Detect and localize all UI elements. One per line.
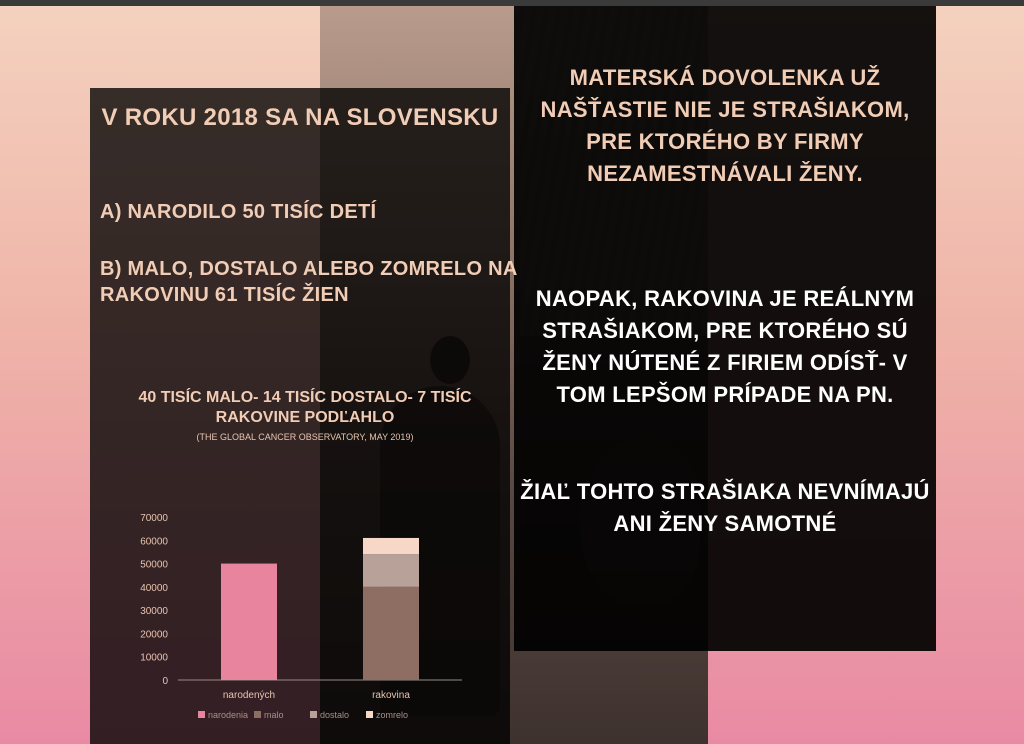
- x-tick-label: narodených: [222, 690, 276, 701]
- y-tick-label: 70000: [140, 513, 168, 524]
- legend-swatch-narodenia: [198, 711, 205, 718]
- legend-swatch-dostalo: [310, 711, 317, 718]
- y-tick-label: 30000: [140, 606, 168, 618]
- chart-title: 40 TISÍC MALO- 14 TISÍC DOSTALO- 7 TISÍC RAKOVINE PODĽAHLO: [138, 389, 472, 426]
- right-text-maternity: MATERSKÁ DOVOLENKA UŽ NAŠŤASTIE NIE JE STRAŠIAKOM, PRE KTORÉHO BY FIRMY NEZAMESTNÁVALI ŽENY.: [540, 65, 910, 186]
- x-tick-label: rakovina: [372, 690, 410, 701]
- bar-dostalo: [363, 554, 419, 587]
- legend-label-zomrelo: zomrelo: [376, 710, 409, 720]
- y-tick-label: 0: [162, 676, 168, 687]
- y-tick-label: 10000: [140, 652, 168, 664]
- stacked-bar-chart: [100, 500, 490, 730]
- legend-label-malo: malo: [264, 710, 284, 720]
- y-tick-label: 60000: [140, 536, 168, 548]
- right-text-cancer: NAOPAK, RAKOVINA JE REÁLNYM STRAŠIAKOM, PRE KTORÉHO SÚ ŽENY NÚTENÉ Z FIRIEM ODÍSŤ- V TOM LEPŠOM PRÍPADE NA PN.: [535, 286, 915, 407]
- legend-label-dostalo: dostalo: [320, 710, 350, 720]
- bar-narodenia: [221, 564, 277, 680]
- legend-swatch-malo: [254, 711, 261, 718]
- legend-swatch-zomrelo: [366, 711, 373, 718]
- chart-source: (THE GLOBAL CANCER OBSERVATORY, MAY 2019): [196, 432, 414, 442]
- right-text-awareness: ŽIAĽ TOHTO STRAŠIAKA NEVNÍMAJÚ ANI ŽENY SAMOTNÉ: [520, 479, 930, 536]
- stat-cancer: B) MALO, DOSTALO ALEBO ZOMRELO NA RAKOVINU 61 TISÍC ŽIEN: [100, 258, 517, 306]
- bar-zomrelo: [363, 538, 419, 554]
- bar-malo: [363, 587, 419, 680]
- y-tick-label: 20000: [140, 629, 168, 641]
- left-title: V ROKU 2018 SA NA SLOVENSKU: [101, 104, 499, 131]
- y-tick-label: 50000: [140, 559, 168, 571]
- stat-births: A) NARODILO 50 TISÍC DETÍ: [100, 201, 377, 223]
- y-tick-label: 40000: [140, 582, 168, 594]
- legend-label-narodenia: narodenia: [208, 710, 249, 720]
